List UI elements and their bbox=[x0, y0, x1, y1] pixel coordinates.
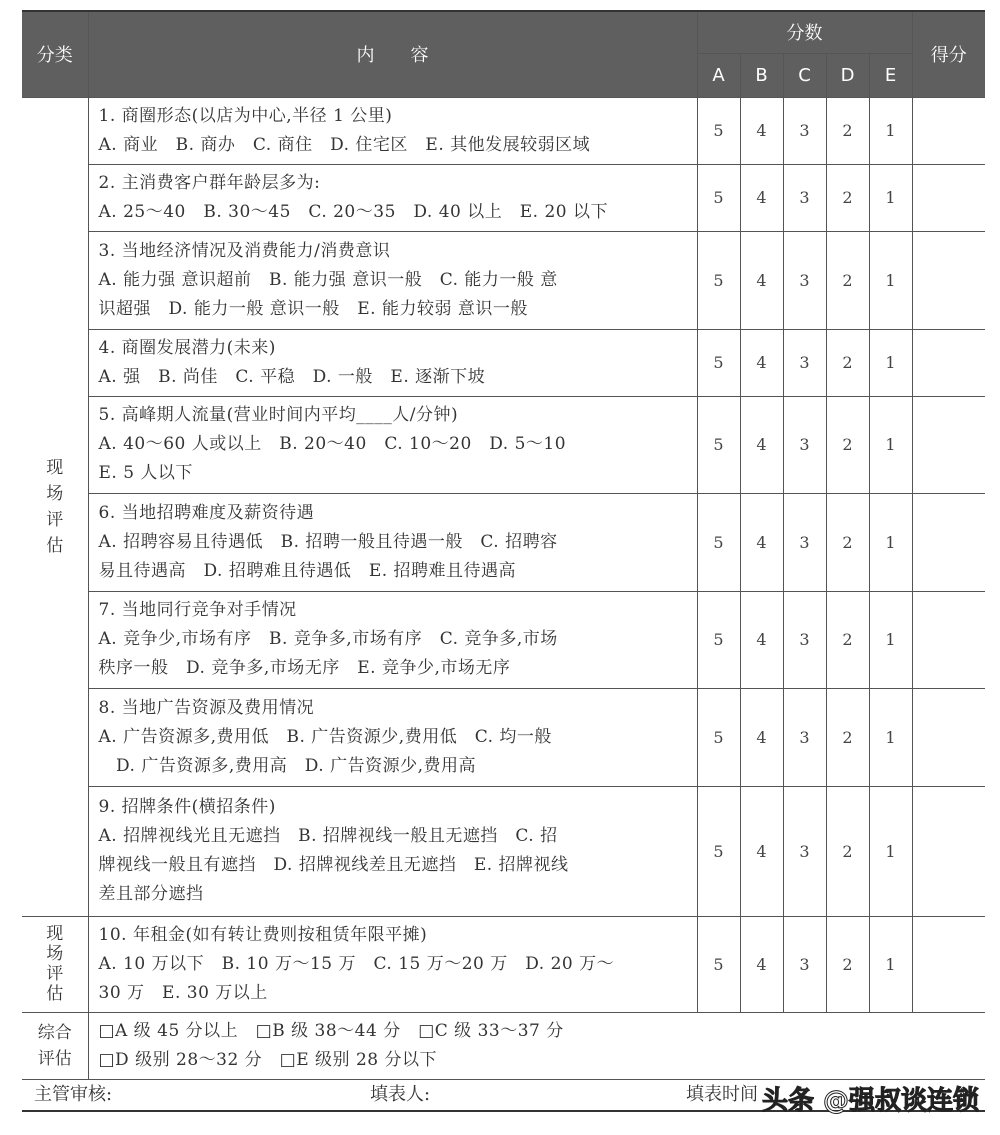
table-row bbox=[22, 396, 985, 493]
category-cell: 现 场 评 估 bbox=[22, 97, 88, 916]
reviewer-label: 主管审核: bbox=[34, 1084, 113, 1105]
item-line: 1. 商圈形态(以店为中心,半径 1 公里) bbox=[98, 105, 393, 126]
score-d: 2 bbox=[826, 231, 869, 329]
score-c: 3 bbox=[783, 164, 826, 231]
score-c: 3 bbox=[783, 688, 826, 786]
header-content: 内 容 bbox=[88, 11, 697, 97]
item-line: 9. 招牌条件(横招条件) bbox=[98, 797, 276, 817]
score-d: 2 bbox=[826, 329, 869, 396]
score-e: 1 bbox=[869, 916, 912, 1012]
score-d: 2 bbox=[826, 396, 869, 493]
score-a: 5 bbox=[697, 916, 740, 1012]
score-e: 1 bbox=[869, 164, 912, 231]
header-score: 得分 bbox=[912, 11, 985, 97]
item-content bbox=[88, 231, 697, 329]
item-line: D. 广告资源多,费用高 D. 广告资源少,费用高 bbox=[98, 755, 476, 776]
score-b: 4 bbox=[740, 164, 783, 231]
item-line: 5. 高峰期人流量(营业时间内平均____人/分钟) bbox=[98, 405, 459, 425]
item-content bbox=[88, 591, 697, 688]
score-c: 3 bbox=[783, 493, 826, 591]
score-a: 5 bbox=[697, 396, 740, 493]
item-content bbox=[88, 916, 697, 1012]
score-a: 5 bbox=[697, 688, 740, 786]
grade-option-line[interactable]: □D 级别 28～32 分 □E 级别 28 分以下 bbox=[98, 1049, 437, 1070]
table-row bbox=[22, 164, 985, 231]
header-grade-c: C bbox=[783, 53, 826, 97]
score-input-cell[interactable] bbox=[912, 97, 985, 164]
score-d: 2 bbox=[826, 688, 869, 786]
item-line: 7. 当地同行竞争对手情况 bbox=[98, 600, 297, 620]
table-row bbox=[22, 329, 985, 396]
score-b: 4 bbox=[740, 329, 783, 396]
score-c: 3 bbox=[783, 231, 826, 329]
score-input-cell[interactable] bbox=[912, 786, 985, 916]
score-c: 3 bbox=[783, 396, 826, 493]
item-line: 3. 当地经济情况及消费能力/消费意识 bbox=[98, 240, 391, 261]
score-b: 4 bbox=[740, 396, 783, 493]
item-content bbox=[88, 493, 697, 591]
table-row bbox=[22, 97, 985, 164]
item-line: 差且部分遮挡 bbox=[98, 884, 204, 904]
item-content bbox=[88, 329, 697, 396]
score-a: 5 bbox=[697, 329, 740, 396]
header-grade-a: A bbox=[697, 53, 740, 97]
item-line: E. 5 人以下 bbox=[98, 463, 193, 483]
item-line: A. 商业 B. 商办 C. 商住 D. 住宅区 E. 其他发展较弱区域 bbox=[98, 134, 591, 155]
score-input-cell[interactable] bbox=[912, 493, 985, 591]
score-c: 3 bbox=[783, 786, 826, 916]
item-line: 6. 当地招聘难度及薪资待遇 bbox=[98, 502, 315, 523]
header-category: 分类 bbox=[22, 11, 88, 97]
score-b: 4 bbox=[740, 688, 783, 786]
score-d: 2 bbox=[826, 97, 869, 164]
score-e: 1 bbox=[869, 231, 912, 329]
item-line: 识超强 D. 能力一般 意识一般 E. 能力较弱 意识一般 bbox=[98, 298, 528, 319]
score-b: 4 bbox=[740, 493, 783, 591]
score-a: 5 bbox=[697, 786, 740, 916]
score-d: 2 bbox=[826, 591, 869, 688]
item-content bbox=[88, 164, 697, 231]
category-cell: 现 场 评 估 bbox=[22, 916, 88, 1012]
table-row bbox=[22, 688, 985, 786]
item-line: A. 招聘容易且待遇低 B. 招聘一般且待遇一般 C. 招聘容 bbox=[98, 531, 558, 552]
score-b: 4 bbox=[740, 786, 783, 916]
score-b: 4 bbox=[740, 591, 783, 688]
table-row bbox=[22, 231, 985, 329]
item-content bbox=[88, 97, 697, 164]
item-line: 2. 主消费客户群年龄层多为: bbox=[98, 172, 321, 193]
date-label: 填表时间 bbox=[686, 1084, 758, 1105]
header-score-group: 分数 bbox=[697, 11, 912, 53]
score-c: 3 bbox=[783, 97, 826, 164]
score-input-cell[interactable] bbox=[912, 231, 985, 329]
score-b: 4 bbox=[740, 97, 783, 164]
item-line: A. 广告资源多,费用低 B. 广告资源少,费用低 C. 均一般 bbox=[98, 726, 552, 747]
score-input-cell[interactable] bbox=[912, 916, 985, 1012]
item-line: A. 40～60 人或以上 B. 20～40 C. 10～20 D. 5～10 bbox=[98, 434, 567, 454]
score-a: 5 bbox=[697, 231, 740, 329]
item-line: A. 能力强 意识超前 B. 能力强 意识一般 C. 能力一般 意 bbox=[98, 269, 558, 290]
item-line: A. 10 万以下 B. 10 万～15 万 C. 15 万～20 万 D. 20 万～ bbox=[98, 953, 615, 974]
table-row bbox=[22, 591, 985, 688]
score-d: 2 bbox=[826, 916, 869, 1012]
score-e: 1 bbox=[869, 688, 912, 786]
header-grade-e: E bbox=[869, 53, 912, 97]
item-line: A. 招牌视线光且无遮挡 B. 招牌视线一般且无遮挡 C. 招 bbox=[98, 826, 558, 846]
score-input-cell[interactable] bbox=[912, 329, 985, 396]
score-d: 2 bbox=[826, 164, 869, 231]
item-content bbox=[88, 786, 697, 916]
score-input-cell[interactable] bbox=[912, 688, 985, 786]
item-line: 牌视线一般且有遮挡 D. 招牌视线差且无遮挡 E. 招牌视线 bbox=[98, 855, 569, 875]
score-e: 1 bbox=[869, 493, 912, 591]
header-grade-d: D bbox=[826, 53, 869, 97]
score-c: 3 bbox=[783, 591, 826, 688]
score-d: 2 bbox=[826, 786, 869, 916]
summary-row bbox=[22, 1012, 985, 1079]
score-e: 1 bbox=[869, 329, 912, 396]
score-a: 5 bbox=[697, 591, 740, 688]
score-e: 1 bbox=[869, 591, 912, 688]
item-line: A. 强 B. 尚佳 C. 平稳 D. 一般 E. 逐渐下坡 bbox=[98, 366, 486, 387]
score-e: 1 bbox=[869, 786, 912, 916]
item-line: A. 25～40 B. 30～45 C. 20～35 D. 40 以上 E. 20 以下 bbox=[98, 201, 609, 222]
score-input-cell[interactable] bbox=[912, 396, 985, 493]
table-row bbox=[22, 493, 985, 591]
score-a: 5 bbox=[697, 493, 740, 591]
score-a: 5 bbox=[697, 164, 740, 231]
score-e: 1 bbox=[869, 396, 912, 493]
grade-option-line[interactable]: □A 级 45 分以上 □B 级 38～44 分 □C 级 33～37 分 bbox=[98, 1020, 564, 1041]
watermark: 头条 @强叔谈连锁 bbox=[762, 1086, 980, 1116]
score-c: 3 bbox=[783, 916, 826, 1012]
item-line: 30 万 E. 30 万以上 bbox=[98, 982, 268, 1003]
score-e: 1 bbox=[869, 97, 912, 164]
header-grade-b: B bbox=[740, 53, 783, 97]
item-line: A. 竞争少,市场有序 B. 竞争多,市场有序 C. 竞争多,市场 bbox=[98, 629, 558, 649]
score-input-cell[interactable] bbox=[912, 591, 985, 688]
summary-label: 综合 评估 bbox=[22, 1012, 88, 1079]
grade-options[interactable] bbox=[88, 1012, 985, 1079]
filler-label: 填表人: bbox=[370, 1084, 431, 1105]
item-content bbox=[88, 396, 697, 493]
item-line: 4. 商圈发展潜力(未来) bbox=[98, 337, 276, 358]
table-row bbox=[22, 786, 985, 916]
score-b: 4 bbox=[740, 916, 783, 1012]
item-line: 8. 当地广告资源及费用情况 bbox=[98, 697, 315, 718]
score-a: 5 bbox=[697, 97, 740, 164]
item-line: 易且待遇高 D. 招聘难且待遇低 E. 招聘难且待遇高 bbox=[98, 560, 517, 581]
score-d: 2 bbox=[826, 493, 869, 591]
score-b: 4 bbox=[740, 231, 783, 329]
score-c: 3 bbox=[783, 329, 826, 396]
score-input-cell[interactable] bbox=[912, 164, 985, 231]
evaluation-table bbox=[22, 10, 985, 1080]
item-line: 10. 年租金(如有转让费则按租赁年限平摊) bbox=[98, 924, 428, 945]
table-row bbox=[22, 916, 985, 1012]
item-line: 秩序一般 D. 竞争多,市场无序 E. 竞争少,市场无序 bbox=[98, 658, 511, 678]
item-content bbox=[88, 688, 697, 786]
